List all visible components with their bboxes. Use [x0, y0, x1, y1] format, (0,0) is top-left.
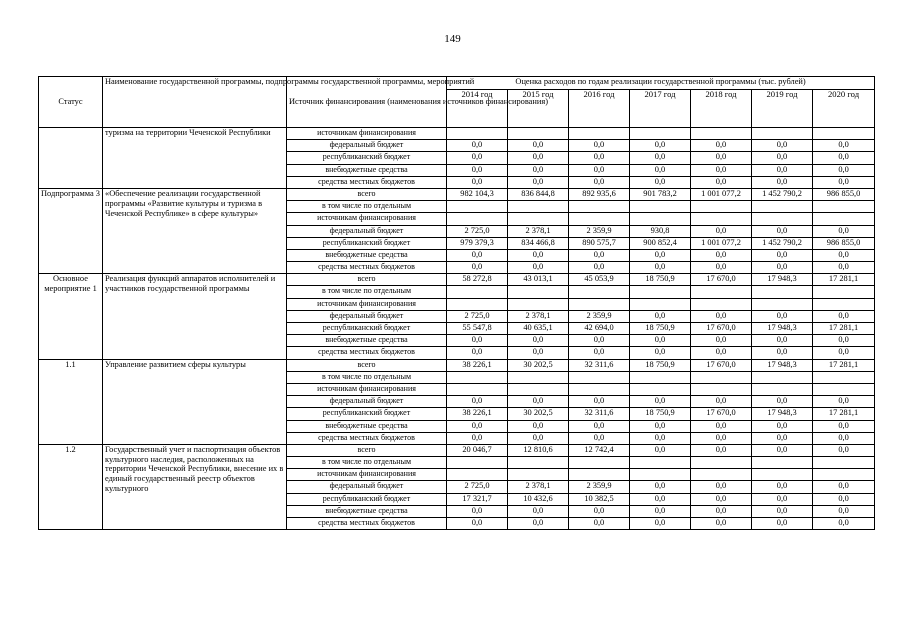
amount-cell [447, 286, 508, 298]
amount-cell: 30 202,5 [508, 359, 569, 371]
amount-cell: 18 750,9 [630, 359, 691, 371]
amount-cell [752, 383, 813, 395]
amount-cell: 0,0 [569, 420, 630, 432]
amount-cell [630, 383, 691, 395]
amount-cell [569, 213, 630, 225]
amount-cell: 20 046,7 [447, 444, 508, 456]
header-status: Статус [39, 77, 103, 128]
funding-source-cell: средства местных бюджетов [287, 347, 447, 359]
amount-cell [691, 213, 752, 225]
amount-cell: 17 281,1 [813, 274, 875, 286]
amount-cell: 979 379,3 [447, 237, 508, 249]
amount-cell [691, 371, 752, 383]
header-estimate: Оценка расходов по годам реализации государственной программы (тыс. рублей) [447, 77, 875, 90]
funding-source-cell: федеральный бюджет [287, 140, 447, 152]
amount-cell: 0,0 [691, 481, 752, 493]
amount-cell: 45 053,9 [569, 274, 630, 286]
amount-cell [691, 469, 752, 481]
amount-cell: 0,0 [752, 505, 813, 517]
amount-cell: 0,0 [752, 432, 813, 444]
amount-cell: 0,0 [569, 262, 630, 274]
amount-cell: 0,0 [813, 493, 875, 505]
amount-cell: 0,0 [691, 335, 752, 347]
amount-cell: 17 670,0 [691, 408, 752, 420]
amount-cell: 2 359,9 [569, 310, 630, 322]
amount-cell: 836 844,8 [508, 188, 569, 200]
amount-cell: 17 281,1 [813, 408, 875, 420]
amount-cell: 0,0 [691, 225, 752, 237]
amount-cell [630, 213, 691, 225]
amount-cell [691, 201, 752, 213]
amount-cell: 0,0 [508, 152, 569, 164]
amount-cell: 0,0 [569, 152, 630, 164]
amount-cell [630, 469, 691, 481]
amount-cell: 0,0 [813, 518, 875, 530]
amount-cell: 2 378,1 [508, 310, 569, 322]
amount-cell: 0,0 [752, 164, 813, 176]
amount-cell: 2 725,0 [447, 481, 508, 493]
amount-cell: 0,0 [630, 493, 691, 505]
status-cell [39, 128, 103, 189]
amount-cell [691, 383, 752, 395]
amount-cell: 0,0 [447, 347, 508, 359]
amount-cell [813, 128, 875, 140]
amount-cell: 0,0 [752, 481, 813, 493]
amount-cell: 0,0 [813, 140, 875, 152]
header-year: 2014 год [447, 90, 508, 128]
amount-cell [447, 298, 508, 310]
amount-cell [752, 298, 813, 310]
amount-cell: 0,0 [569, 505, 630, 517]
amount-cell: 12 742,4 [569, 444, 630, 456]
amount-cell: 17 948,3 [752, 274, 813, 286]
amount-cell: 0,0 [691, 164, 752, 176]
amount-cell: 0,0 [813, 505, 875, 517]
amount-cell: 0,0 [691, 493, 752, 505]
amount-cell: 0,0 [813, 249, 875, 261]
funding-source-cell: всего [287, 274, 447, 286]
table-row [39, 188, 875, 200]
amount-cell [630, 371, 691, 383]
amount-cell: 0,0 [691, 249, 752, 261]
amount-cell: 0,0 [752, 396, 813, 408]
amount-cell [569, 201, 630, 213]
amount-cell: 0,0 [813, 176, 875, 188]
amount-cell: 0,0 [569, 140, 630, 152]
amount-cell: 0,0 [630, 432, 691, 444]
amount-cell: 0,0 [569, 176, 630, 188]
amount-cell: 0,0 [752, 225, 813, 237]
amount-cell: 0,0 [752, 420, 813, 432]
amount-cell: 1 001 077,2 [691, 188, 752, 200]
amount-cell: 0,0 [508, 432, 569, 444]
amount-cell: 0,0 [508, 176, 569, 188]
amount-cell: 834 466,8 [508, 237, 569, 249]
amount-cell: 0,0 [508, 262, 569, 274]
amount-cell [508, 128, 569, 140]
amount-cell: 0,0 [813, 262, 875, 274]
amount-cell [569, 286, 630, 298]
amount-cell: 0,0 [447, 164, 508, 176]
amount-cell: 0,0 [630, 481, 691, 493]
funding-source-cell: источникам финансирования [287, 298, 447, 310]
amount-cell: 1 452 790,2 [752, 188, 813, 200]
amount-cell: 0,0 [447, 396, 508, 408]
amount-cell [813, 213, 875, 225]
funding-source-cell: в том числе по отдельным [287, 286, 447, 298]
amount-cell: 0,0 [630, 347, 691, 359]
amount-cell: 0,0 [630, 310, 691, 322]
amount-cell: 0,0 [508, 505, 569, 517]
amount-cell: 0,0 [691, 432, 752, 444]
amount-cell [691, 457, 752, 469]
amount-cell: 0,0 [813, 444, 875, 456]
table-row [39, 359, 875, 371]
amount-cell: 0,0 [630, 444, 691, 456]
program-name-cell: туризма на территории Чеченской Республики [103, 128, 287, 189]
amount-cell: 0,0 [630, 262, 691, 274]
amount-cell: 0,0 [447, 518, 508, 530]
amount-cell [508, 213, 569, 225]
header-name: Наименование государственной программы, подпрограммы государственной программы, мероприятий [103, 77, 287, 128]
amount-cell: 0,0 [691, 505, 752, 517]
amount-cell: 0,0 [447, 420, 508, 432]
amount-cell: 0,0 [691, 310, 752, 322]
amount-cell: 38 226,1 [447, 359, 508, 371]
amount-cell: 2 359,9 [569, 225, 630, 237]
amount-cell [813, 201, 875, 213]
funding-source-cell: федеральный бюджет [287, 396, 447, 408]
amount-cell: 0,0 [813, 310, 875, 322]
amount-cell: 43 013,1 [508, 274, 569, 286]
funding-source-cell: внебюджетные средства [287, 420, 447, 432]
amount-cell: 0,0 [630, 249, 691, 261]
amount-cell: 55 547,8 [447, 323, 508, 335]
amount-cell: 0,0 [508, 140, 569, 152]
header-year: 2018 год [691, 90, 752, 128]
program-name-cell: «Обеспечение реализации государственной программы «Развитие культуры и туризма в Чеченской Республике» в сфере культуры» [103, 188, 287, 273]
amount-cell: 0,0 [691, 262, 752, 274]
funding-source-cell: средства местных бюджетов [287, 432, 447, 444]
amount-cell [569, 298, 630, 310]
status-cell: 1.1 [39, 359, 103, 444]
header-year: 2015 год [508, 90, 569, 128]
amount-cell: 58 272,8 [447, 274, 508, 286]
amount-cell [813, 286, 875, 298]
amount-cell: 0,0 [691, 420, 752, 432]
amount-cell: 17 321,7 [447, 493, 508, 505]
amount-cell: 0,0 [447, 249, 508, 261]
amount-cell: 0,0 [447, 505, 508, 517]
funding-source-cell: республиканский бюджет [287, 323, 447, 335]
amount-cell [630, 298, 691, 310]
amount-cell: 900 852,4 [630, 237, 691, 249]
amount-cell: 18 750,9 [630, 408, 691, 420]
amount-cell [569, 128, 630, 140]
funding-source-cell: всего [287, 444, 447, 456]
amount-cell: 1 001 077,2 [691, 237, 752, 249]
amount-cell: 0,0 [691, 444, 752, 456]
amount-cell [447, 371, 508, 383]
amount-cell: 0,0 [813, 152, 875, 164]
amount-cell: 17 948,3 [752, 359, 813, 371]
amount-cell: 0,0 [691, 518, 752, 530]
amount-cell [813, 457, 875, 469]
amount-cell: 986 855,0 [813, 237, 875, 249]
amount-cell [508, 298, 569, 310]
amount-cell: 0,0 [630, 335, 691, 347]
amount-cell: 1 452 790,2 [752, 237, 813, 249]
status-cell: 1.2 [39, 444, 103, 529]
amount-cell: 2 359,9 [569, 481, 630, 493]
funding-source-cell: внебюджетные средства [287, 249, 447, 261]
amount-cell: 0,0 [813, 396, 875, 408]
amount-cell: 0,0 [691, 176, 752, 188]
amount-cell: 2 725,0 [447, 225, 508, 237]
funding-source-cell: федеральный бюджет [287, 481, 447, 493]
amount-cell: 17 281,1 [813, 359, 875, 371]
amount-cell: 0,0 [447, 335, 508, 347]
amount-cell: 0,0 [752, 262, 813, 274]
amount-cell: 0,0 [569, 347, 630, 359]
amount-cell [752, 128, 813, 140]
funding-source-cell: в том числе по отдельным [287, 457, 447, 469]
amount-cell [691, 128, 752, 140]
header-year: 2016 год [569, 90, 630, 128]
amount-cell: 32 311,6 [569, 359, 630, 371]
amount-cell: 0,0 [813, 335, 875, 347]
funding-source-cell: всего [287, 188, 447, 200]
funding-source-cell: республиканский бюджет [287, 237, 447, 249]
amount-cell: 890 575,7 [569, 237, 630, 249]
amount-cell [752, 213, 813, 225]
amount-cell: 0,0 [752, 140, 813, 152]
amount-cell: 0,0 [508, 347, 569, 359]
amount-cell [447, 213, 508, 225]
amount-cell: 30 202,5 [508, 408, 569, 420]
amount-cell: 0,0 [813, 164, 875, 176]
amount-cell: 0,0 [813, 225, 875, 237]
funding-source-cell: всего [287, 359, 447, 371]
amount-cell: 0,0 [569, 518, 630, 530]
amount-cell: 0,0 [447, 432, 508, 444]
funding-source-cell: федеральный бюджет [287, 225, 447, 237]
amount-cell [752, 469, 813, 481]
amount-cell: 0,0 [447, 152, 508, 164]
amount-cell: 0,0 [691, 140, 752, 152]
funding-source-cell: республиканский бюджет [287, 493, 447, 505]
amount-cell: 892 935,6 [569, 188, 630, 200]
header-source: Источник финансирования (наименования источников финансирования) [287, 77, 447, 128]
funding-source-cell: в том числе по отдельным [287, 201, 447, 213]
amount-cell: 0,0 [752, 176, 813, 188]
program-name-cell: Управление развитием сферы культуры [103, 359, 287, 444]
amount-cell [813, 469, 875, 481]
amount-cell: 0,0 [447, 176, 508, 188]
amount-cell: 0,0 [508, 335, 569, 347]
amount-cell: 930,8 [630, 225, 691, 237]
amount-cell [508, 457, 569, 469]
amount-cell: 0,0 [752, 335, 813, 347]
amount-cell: 0,0 [752, 444, 813, 456]
amount-cell: 0,0 [813, 481, 875, 493]
amount-cell: 42 694,0 [569, 323, 630, 335]
amount-cell: 0,0 [508, 420, 569, 432]
amount-cell: 17 948,3 [752, 408, 813, 420]
amount-cell: 0,0 [813, 347, 875, 359]
amount-cell [691, 298, 752, 310]
amount-cell [508, 371, 569, 383]
amount-cell [752, 201, 813, 213]
amount-cell: 0,0 [630, 140, 691, 152]
amount-cell: 18 750,9 [630, 323, 691, 335]
amount-cell: 0,0 [813, 432, 875, 444]
amount-cell: 10 432,6 [508, 493, 569, 505]
amount-cell: 0,0 [447, 140, 508, 152]
amount-cell [752, 286, 813, 298]
amount-cell [447, 457, 508, 469]
header-year: 2020 год [813, 90, 875, 128]
amount-cell: 0,0 [691, 396, 752, 408]
amount-cell [630, 201, 691, 213]
amount-cell: 0,0 [691, 152, 752, 164]
amount-cell [508, 201, 569, 213]
amount-cell: 982 104,3 [447, 188, 508, 200]
funding-source-cell: внебюджетные средства [287, 335, 447, 347]
amount-cell [447, 383, 508, 395]
amount-cell [630, 457, 691, 469]
amount-cell [691, 286, 752, 298]
amount-cell: 901 783,2 [630, 188, 691, 200]
amount-cell: 0,0 [752, 249, 813, 261]
funding-source-cell: внебюджетные средства [287, 164, 447, 176]
amount-cell: 0,0 [630, 152, 691, 164]
amount-cell: 0,0 [630, 518, 691, 530]
budget-table [38, 76, 875, 530]
amount-cell: 38 226,1 [447, 408, 508, 420]
amount-cell: 0,0 [752, 518, 813, 530]
amount-cell: 10 382,5 [569, 493, 630, 505]
table-row [39, 128, 875, 140]
funding-source-cell: источникам финансирования [287, 383, 447, 395]
status-cell: Подпрограмма 3 [39, 188, 103, 273]
amount-cell [752, 457, 813, 469]
amount-cell: 0,0 [508, 396, 569, 408]
amount-cell: 0,0 [752, 493, 813, 505]
amount-cell: 0,0 [752, 152, 813, 164]
header-year: 2019 год [752, 90, 813, 128]
amount-cell [508, 383, 569, 395]
amount-cell: 32 311,6 [569, 408, 630, 420]
amount-cell: 2 725,0 [447, 310, 508, 322]
funding-source-cell: республиканский бюджет [287, 408, 447, 420]
funding-source-cell: республиканский бюджет [287, 152, 447, 164]
amount-cell: 0,0 [813, 420, 875, 432]
amount-cell [447, 128, 508, 140]
amount-cell: 40 635,1 [508, 323, 569, 335]
table-row [39, 274, 875, 286]
table-row [39, 444, 875, 456]
table-body [39, 128, 875, 530]
amount-cell [813, 371, 875, 383]
amount-cell: 0,0 [630, 176, 691, 188]
amount-cell [569, 383, 630, 395]
amount-cell [813, 298, 875, 310]
amount-cell: 17 670,0 [691, 274, 752, 286]
amount-cell: 2 378,1 [508, 225, 569, 237]
funding-source-cell: средства местных бюджетов [287, 518, 447, 530]
amount-cell: 17 670,0 [691, 359, 752, 371]
amount-cell: 0,0 [569, 249, 630, 261]
amount-cell: 0,0 [630, 164, 691, 176]
amount-cell: 0,0 [630, 505, 691, 517]
amount-cell: 18 750,9 [630, 274, 691, 286]
page-number: 149 [444, 33, 461, 45]
amount-cell: 0,0 [447, 262, 508, 274]
amount-cell [813, 383, 875, 395]
amount-cell [569, 371, 630, 383]
funding-source-cell: федеральный бюджет [287, 310, 447, 322]
amount-cell [447, 201, 508, 213]
amount-cell: 0,0 [752, 310, 813, 322]
amount-cell [508, 286, 569, 298]
funding-source-cell: источникам финансирования [287, 128, 447, 140]
amount-cell [569, 457, 630, 469]
funding-source-cell: средства местных бюджетов [287, 262, 447, 274]
amount-cell: 17 281,1 [813, 323, 875, 335]
amount-cell: 17 670,0 [691, 323, 752, 335]
amount-cell: 0,0 [630, 420, 691, 432]
amount-cell: 0,0 [508, 249, 569, 261]
amount-cell: 12 810,6 [508, 444, 569, 456]
amount-cell: 2 378,1 [508, 481, 569, 493]
funding-source-cell: в том числе по отдельным [287, 371, 447, 383]
program-name-cell: Реализация функций аппаратов исполнителей и участников государственной программы [103, 274, 287, 359]
funding-source-cell: внебюджетные средства [287, 505, 447, 517]
header-year: 2017 год [630, 90, 691, 128]
funding-source-cell: средства местных бюджетов [287, 176, 447, 188]
amount-cell [508, 469, 569, 481]
amount-cell [447, 469, 508, 481]
amount-cell: 986 855,0 [813, 188, 875, 200]
amount-cell [630, 286, 691, 298]
amount-cell: 0,0 [508, 518, 569, 530]
program-name-cell: Государственный учет и паспортизация объектов культурного наследия, расположенных на территории Чеченской Республики, внесение их в единый государственный реестр объектов культурного [103, 444, 287, 529]
amount-cell: 0,0 [691, 347, 752, 359]
amount-cell: 17 948,3 [752, 323, 813, 335]
amount-cell: 0,0 [569, 335, 630, 347]
amount-cell: 0,0 [508, 164, 569, 176]
funding-source-cell: источникам финансирования [287, 469, 447, 481]
amount-cell: 0,0 [569, 432, 630, 444]
amount-cell [630, 128, 691, 140]
amount-cell: 0,0 [630, 396, 691, 408]
funding-source-cell: источникам финансирования [287, 213, 447, 225]
amount-cell: 0,0 [752, 347, 813, 359]
status-cell: Основное мероприятие 1 [39, 274, 103, 359]
amount-cell: 0,0 [569, 396, 630, 408]
amount-cell [569, 469, 630, 481]
amount-cell: 0,0 [569, 164, 630, 176]
amount-cell [752, 371, 813, 383]
